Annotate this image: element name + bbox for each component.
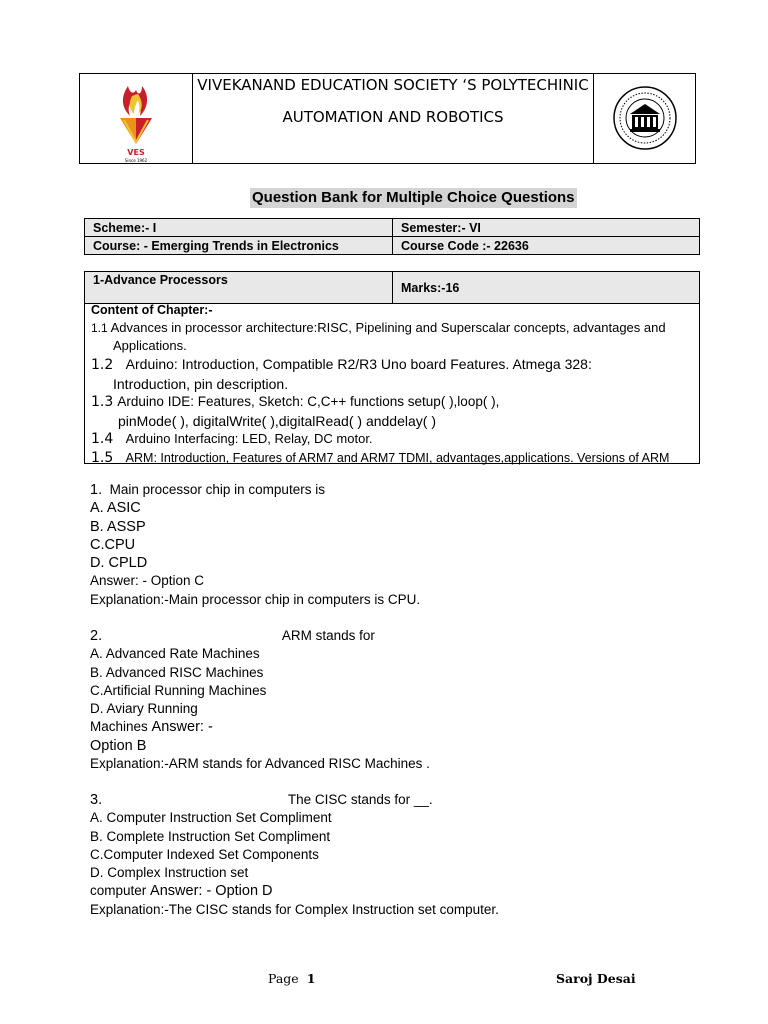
question-stem	[90, 481, 420, 499]
content-item-number: 1.2	[91, 357, 114, 373]
content-item	[91, 355, 693, 375]
option-a: A. Computer Instruction Set Compliment	[90, 810, 332, 826]
question-1	[90, 481, 420, 609]
course-code-cell: Course Code :- 22636	[393, 237, 700, 255]
page-footer	[268, 971, 315, 986]
option-d: D. Aviary Running	[90, 701, 198, 717]
document-title: Question Bank for Multiple Choice Questions	[252, 189, 575, 206]
department-name: AUTOMATION AND ROBOTICS	[282, 108, 504, 126]
content-item-continuation: Applications.	[113, 338, 187, 353]
option-b: B. Complete Instruction Set Compliment	[90, 828, 331, 844]
logo-text: VES	[127, 148, 145, 157]
question-stem	[90, 791, 499, 809]
logo-subtext: Since 1962	[124, 158, 148, 163]
logo-cell	[80, 74, 193, 163]
page-number: 1	[306, 971, 316, 986]
content-item	[91, 393, 693, 412]
option-c: C.Computer Indexed Set Components	[90, 846, 319, 862]
author-name: Saroj Desai	[556, 971, 636, 986]
content-item	[91, 319, 693, 337]
option-c: C.CPU	[90, 536, 136, 553]
option-d: D. CPLD	[90, 555, 148, 572]
answer-line	[90, 882, 499, 900]
chapter-marks: Marks:-16	[393, 272, 700, 304]
answer-line	[90, 718, 430, 736]
content-item-text: Arduino: Introduction, Compatible R2/R3 Uno board Features. Atmega 328:	[125, 356, 592, 372]
option-c: C.Artificial Running Machines	[90, 682, 267, 698]
content-title: Content of Chapter:-	[91, 303, 213, 317]
option-d: D. Complex Instruction set	[90, 865, 249, 881]
question-text: The CISC stands for __.	[287, 792, 433, 807]
answer: Answer: -	[151, 719, 213, 736]
content-item-number: 1.3	[91, 394, 114, 410]
page-label: Page	[268, 971, 299, 986]
question-number: 2.	[90, 628, 103, 644]
content-item-number: 1.1	[91, 321, 108, 335]
chapter-title: 1-Advance Processors	[85, 272, 393, 304]
answer: Answer: - Option D	[150, 883, 273, 900]
content-item-text: Advances in processor architecture:RISC, Pipelining and Superscalar concepts, advantages and	[110, 320, 666, 335]
content-item-number: 1.4	[91, 431, 114, 447]
option-b: B. ASSP	[90, 518, 146, 535]
question-2	[90, 627, 430, 773]
question-text: Main processor chip in computers is	[109, 482, 325, 497]
question-stem	[90, 627, 430, 645]
option-a: A. ASIC	[90, 500, 141, 517]
option-d-continuation: Machines	[90, 719, 148, 735]
explanation: Explanation:-The CISC stands for Complex Instruction set computer.	[90, 901, 499, 917]
course-cell: Course: - Emerging Trends in Electronics	[85, 237, 393, 255]
content-item-text: Arduino Interfacing: LED, Relay, DC motor.	[125, 431, 373, 446]
content-item	[91, 430, 693, 449]
content-item-number: 1.5	[91, 450, 114, 466]
seal-cell	[593, 74, 695, 163]
ves-logo-icon	[80, 74, 193, 163]
answer: Answer: - Option C	[90, 573, 205, 589]
content-item-continuation: Introduction, pin description.	[113, 376, 289, 392]
scheme-cell: Scheme:- I	[85, 219, 393, 237]
chapter-table	[84, 271, 700, 304]
option-d-continuation: computer	[90, 883, 147, 899]
explanation: Explanation:-ARM stands for Advanced RISC Machines .	[90, 756, 430, 772]
question-text: ARM stands for	[281, 628, 375, 643]
content-item	[91, 449, 693, 468]
institute-name: VIVEKANAND EDUCATION SOCIETY ‘S POLYTECHINIC	[197, 76, 589, 94]
option-b: B. Advanced RISC Machines	[90, 664, 264, 680]
question-3	[90, 791, 499, 919]
semester-cell: Semester:- VI	[393, 219, 700, 237]
content-item-text: ARM: Introduction, Features of ARM7 and ARM7 TDMI, advantages,applications. Versions of ARM	[125, 451, 670, 465]
content-item-continuation: pinMode( ), digitalWrite( ),digitalRead( ) anddelay( )	[118, 413, 436, 429]
chapter-content	[84, 301, 700, 464]
course-info-table	[84, 218, 700, 255]
explanation: Explanation:-Main processor chip in computers is CPU.	[90, 591, 421, 607]
content-item-text: Arduino IDE: Features, Sketch: C,C++ functions setup( ),loop( ),	[117, 394, 500, 409]
document-header	[79, 73, 696, 164]
question-number: 3.	[90, 792, 103, 808]
board-seal-icon	[594, 74, 694, 163]
option-a: A. Advanced Rate Machines	[90, 646, 260, 662]
answer-option: Option B	[90, 737, 147, 754]
question-number: 1.	[90, 482, 103, 498]
